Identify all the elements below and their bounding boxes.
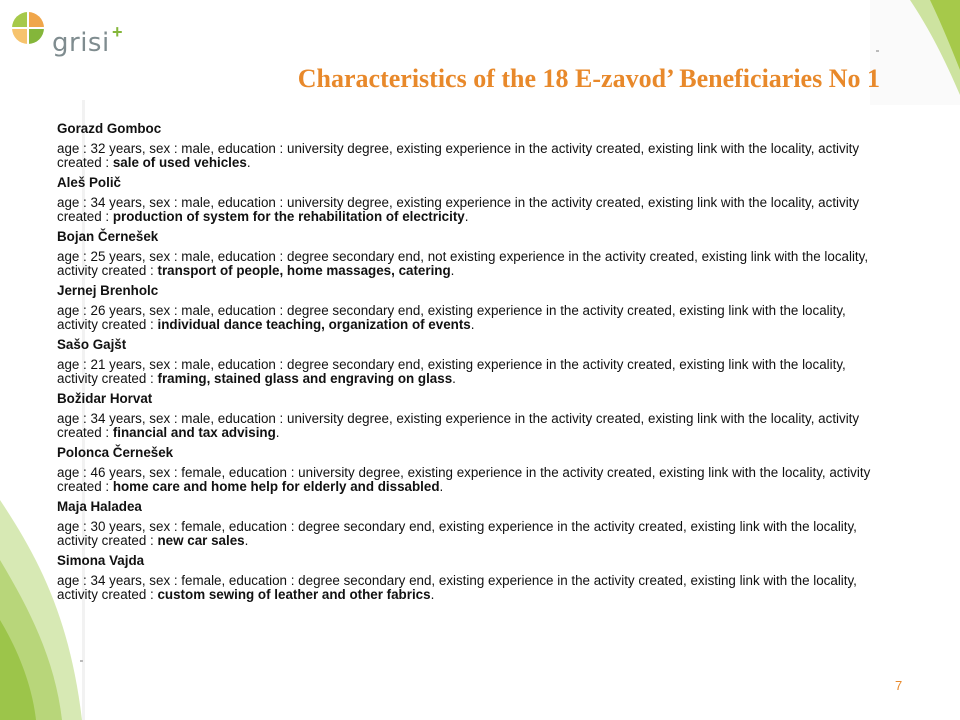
beneficiary-description: age : 30 years, sex : female, education : degree secondary end, existing experience in the activity created, existing link with the locality, activity created : new car sales. — [57, 519, 857, 548]
beneficiary-name: Simona Vajda — [57, 553, 145, 568]
beneficiary-item — [57, 230, 887, 278]
beneficiary-item — [57, 284, 887, 332]
beneficiary-activity: new car sales — [157, 533, 245, 548]
logo-plus: + — [112, 22, 123, 42]
logo-mark-icon — [8, 8, 48, 52]
beneficiary-item — [57, 446, 887, 494]
beneficiary-name: Jernej Brenholc — [57, 283, 159, 298]
beneficiary-name: Sašo Gajšt — [57, 337, 127, 352]
grisi-logo — [8, 8, 128, 64]
beneficiary-description: age : 46 years, sex : female, education : university degree, existing experience in the activity created, existing link with the locality, activity created : home care and home help for elderly and dissabled. — [57, 465, 871, 494]
beneficiary-activity: framing, stained glass and engraving on glass — [157, 371, 453, 386]
beneficiary-name: Gorazd Gomboc — [57, 121, 162, 136]
beneficiary-activity: individual dance teaching, organization of events — [157, 317, 471, 332]
beneficiary-description: age : 25 years, sex : male, education : degree secondary end, not existing experience in the activity created, existing link with the locality, activity created : transport of people, home massages, catering. — [57, 249, 869, 278]
page-title: Characteristics of the 18 E-zavod’ Beneficiaries No 1 — [297, 64, 880, 93]
beneficiary-item — [57, 554, 887, 602]
beneficiary-name: Polonca Černešek — [57, 445, 174, 460]
beneficiary-activity: production of system for the rehabilitation of electricity — [112, 209, 465, 224]
beneficiary-name: Aleš Polič — [57, 175, 122, 190]
beneficiary-activity: financial and tax advising — [112, 425, 276, 440]
beneficiary-description: age : 21 years, sex : male, education : degree secondary end, existing experience in the activity created, existing link with the locality, activity created : framing, stained glass and engraving on glass. — [57, 357, 846, 386]
beneficiary-activity: sale of used vehicles — [112, 155, 247, 170]
beneficiary-description: age : 34 years, sex : female, education : degree secondary end, existing experience in the activity created, existing link with the locality, activity created : custom sewing of leather and other fabrics. — [57, 573, 857, 602]
decorative-dot — [876, 50, 879, 52]
beneficiary-list — [57, 122, 887, 608]
page-number: 7 — [895, 678, 903, 693]
decorative-dot — [80, 660, 83, 662]
right-decoration — [870, 0, 960, 120]
beneficiary-item — [57, 338, 887, 386]
beneficiary-item — [57, 122, 887, 170]
beneficiary-description: age : 32 years, sex : male, education : university degree, existing experience in the activity created, existing link with the locality, activity created : sale of used vehicles. — [57, 141, 860, 170]
beneficiary-description: age : 34 years, sex : male, education : university degree, existing experience in the activity created, existing link with the locality, activity created : financial and tax advising. — [57, 411, 860, 440]
beneficiary-description: age : 26 years, sex : male, education : degree secondary end, existing experience in the activity created, existing link with the locality, activity created : individual dance teaching, organization of events. — [57, 303, 846, 332]
logo-text: grisi — [52, 28, 110, 58]
beneficiary-item — [57, 176, 887, 224]
beneficiary-item — [57, 392, 887, 440]
beneficiary-activity: custom sewing of leather and other fabrics — [157, 587, 431, 602]
beneficiary-name: Maja Haladea — [57, 499, 142, 514]
beneficiary-activity: transport of people, home massages, catering — [157, 263, 451, 278]
beneficiary-item — [57, 500, 887, 548]
beneficiary-activity: home care and home help for elderly and dissabled — [112, 479, 440, 494]
beneficiary-description: age : 34 years, sex : male, education : university degree, existing experience in the activity created, existing link with the locality, activity created : production of system for the rehabilitation of electricity. — [57, 195, 860, 224]
beneficiary-name: Bojan Černešek — [57, 229, 159, 244]
beneficiary-name: Božidar Horvat — [57, 391, 153, 406]
